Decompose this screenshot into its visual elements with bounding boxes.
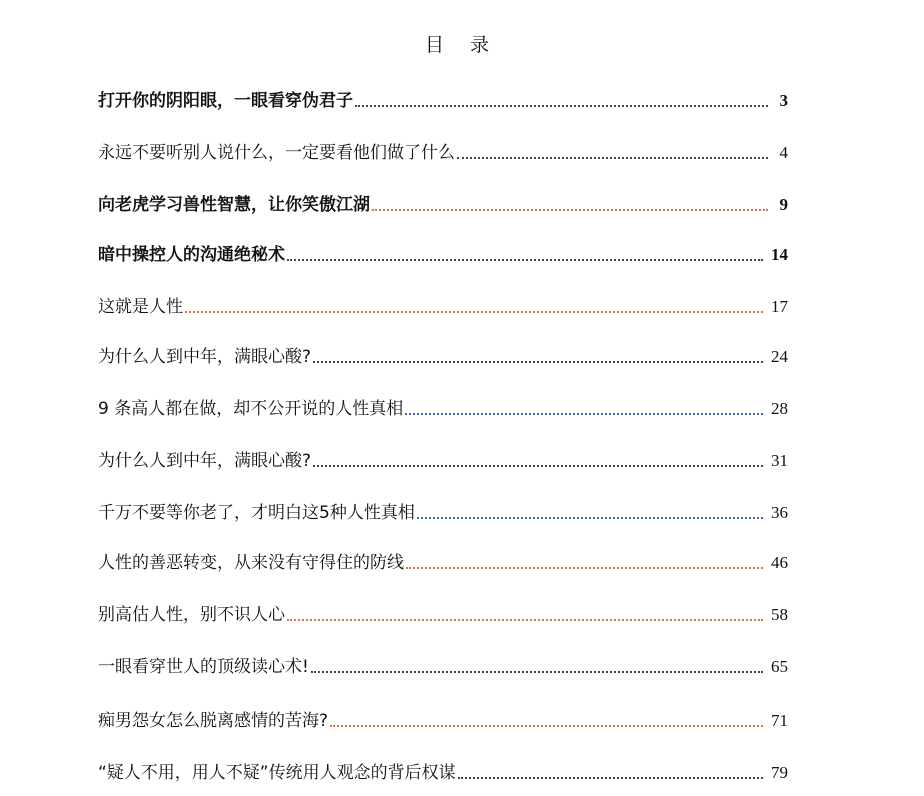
toc-entry[interactable] <box>98 494 788 524</box>
toc-entry-title: 痴男怨女怎么脱离感情的苦海? <box>98 711 329 731</box>
toc-page-number: 46 <box>771 553 788 572</box>
toc-leader-dots <box>313 361 763 363</box>
toc-entry-title: “疑人不用，用人不疑”传统用人观念的背后权谋 <box>98 763 456 783</box>
toc-entry[interactable] <box>98 288 788 318</box>
toc-entry-title: 一眼看穿世人的顶级读心术! <box>98 657 309 677</box>
toc-entry-title: 永远不要听别人说什么，一定要看他们做了什么 <box>98 143 455 163</box>
toc-entry-title: 打开你的阴阳眼，一眼看穿伪君子 <box>98 91 353 111</box>
toc-entry-title: 千万不要等你老了，才明白这5种人性真相 <box>98 503 415 523</box>
toc-entry[interactable] <box>98 236 788 266</box>
toc-entry[interactable] <box>98 648 788 678</box>
toc-page-number: 58 <box>771 605 788 624</box>
toc-entry-title: 暗中操控人的沟通绝秘术 <box>98 245 285 265</box>
toc-leader-dots <box>330 725 763 727</box>
toc-leader-dots <box>458 777 763 779</box>
toc-page-number: 28 <box>771 399 788 418</box>
toc-page-number: 36 <box>771 503 788 522</box>
toc-leader-dots <box>185 311 763 313</box>
toc-entry-title: 9 条高人都在做，却不公开说的人性真相 <box>98 399 404 419</box>
toc-leader-dots <box>287 619 763 621</box>
toc-entry[interactable] <box>98 544 788 574</box>
toc-entry[interactable] <box>98 702 788 732</box>
toc-entry-title: 为什么人到中年，满眼心酸? <box>98 451 312 471</box>
toc-leader-dots <box>313 465 763 467</box>
toc-page-number: 3 <box>779 91 788 110</box>
toc-entry[interactable] <box>98 186 788 216</box>
toc-leader-dots <box>405 413 763 415</box>
toc-entry[interactable] <box>98 134 788 164</box>
toc-entry[interactable] <box>98 390 788 420</box>
toc-leader-dots <box>457 157 768 159</box>
toc-page-number: 79 <box>771 763 788 782</box>
toc-page-number: 9 <box>779 195 788 214</box>
toc-entry[interactable] <box>98 442 788 472</box>
toc-entry-title: 人性的善恶转变，从来没有守得住的防线 <box>98 553 404 573</box>
toc-page-number: 65 <box>771 657 788 676</box>
toc-page-number: 71 <box>771 711 788 730</box>
toc-leader-dots <box>406 567 763 569</box>
toc-leader-dots <box>372 209 768 211</box>
toc-entry[interactable] <box>98 754 788 784</box>
toc-leader-dots <box>287 259 763 261</box>
toc-page-number: 31 <box>771 451 788 470</box>
toc-leader-dots <box>311 671 763 673</box>
toc-entry[interactable] <box>98 338 788 368</box>
toc-entry[interactable] <box>98 596 788 626</box>
toc-entry-title: 别高估人性，别不识人心 <box>98 605 285 625</box>
toc-leader-dots <box>417 517 763 519</box>
toc-entry-title: 向老虎学习兽性智慧，让你笑傲江湖 <box>98 195 370 215</box>
toc-entry[interactable] <box>98 82 788 112</box>
toc-entry-title: 这就是人性 <box>98 297 183 317</box>
toc-page-number: 24 <box>771 347 788 366</box>
toc-page-number: 4 <box>779 143 788 162</box>
toc-page-number: 17 <box>771 297 788 316</box>
toc-page-number: 14 <box>771 245 788 264</box>
toc-entry-title: 为什么人到中年，满眼心酸? <box>98 347 312 367</box>
toc-title: 目 录 <box>424 34 500 56</box>
toc-leader-dots <box>355 105 768 107</box>
